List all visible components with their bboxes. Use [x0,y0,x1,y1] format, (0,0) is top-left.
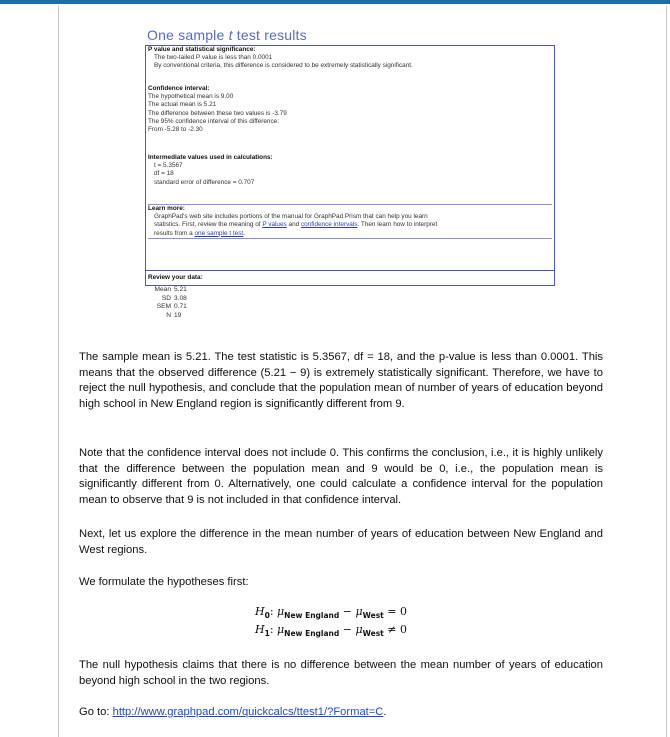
one-sample-t-test-link[interactable]: one sample t test [194,229,244,237]
top-accent-bar [0,0,670,4]
paragraph-next-explore: Next, let us explore the difference in the mean number of years of education between New England and West regions. [79,528,603,556]
review-row-n: N 19 [166,311,182,319]
intermediate-line: standard error of difference = 0.707 [154,178,255,186]
learn-more-line: results from a one sample t test. [154,229,245,237]
ci-section [148,85,552,134]
alternative-hypothesis-equation: $H_1$: $\mu_{New England} - \mu_{West} \ne 0$ [255,623,407,639]
pvalue-heading: P value and statistical significance: [148,46,256,53]
null-hypothesis-equation: $H_0$: $\mu_{New England} - \mu_{West} = 0$ [255,605,407,621]
intermediate-line: t = 5.3567 [154,162,183,170]
intermediate-section [148,154,552,187]
intermediate-line: df = 18 [154,170,174,178]
p-values-link[interactable]: P values [262,221,287,229]
review-data-table [150,286,187,320]
results-title: One sample t test results [147,27,307,43]
pvalue-line: The two-tailed P value is less than 0.0001 [154,54,273,62]
ci-line: The difference between these two values is -3.79 [148,109,287,117]
review-row-mean: Mean 5.21 [154,286,187,293]
learn-more-line: statistics. First, review the meaning of P values and confidence intervals. Then learn how to interpret [154,221,438,229]
ci-line: From -5.28 to -2.30 [148,126,203,134]
pvalue-line: By conventional criteria, this difference is considered to be extremely statistically significant. [154,62,413,70]
pvalue-section [148,46,552,71]
learn-more-section [148,204,552,239]
ci-heading: Confidence interval: [148,85,210,92]
learn-more-heading: Learn more: [148,205,185,212]
paragraph-confidence-interval: Note that the confidence interval does not include 0. This confirms the conclusion, i.e., it is highly unlikely that the difference between the population mean and 9 would be 0, i.e., the population mean is significantly different from 0. Alternatively, one could calculate a confidence interval for the population mean to observe that 9 is not included in that confidence interval. [79,447,603,506]
ci-line: The hypothetical mean is 9.00 [148,93,234,101]
review-row-sem: SEM 0.71 [156,303,187,311]
review-row-sd: SD 3.08 [161,294,187,302]
ci-line: The actual mean is 5.21 [148,101,217,109]
intermediate-heading: Intermediate values used in calculations: [148,154,273,161]
learn-more-line: GraphPad's web site includes portions of the manual for GraphPad Prism that can help you learn [154,213,428,221]
paragraph-formulate: We formulate the hypotheses first: [79,576,249,588]
confidence-intervals-link[interactable]: confidence intervals [300,221,358,229]
graphpad-ttest-link[interactable]: http://www.graphpad.com/quickcalcs/ttest1/?Format=C [112,706,384,718]
go-to-line: Go to: http://www.graphpad.com/quickcalcs/ttest1/?Format=C. [79,706,387,718]
ci-line: The 95% confidence interval of this difference: [148,117,279,125]
paragraph-null-claims: The null hypothesis claims that there is no difference between the mean number of years of education beyond high school in the two regions. [79,659,603,687]
review-data-heading: Review your data: [146,270,554,285]
results-box [145,45,555,286]
paragraph-sample-mean: The sample mean is 5.21. The test statistic is 5.3567, df = 18, and the p-value is less than 0.0001. This means that the observed difference (5.21 − 9) is extremely statistically significant. Therefore, we have to reject the null hypothesis, and conclude that the population mean of number of years of education beyond high school in New England region is significantly different from 9. [79,351,603,410]
